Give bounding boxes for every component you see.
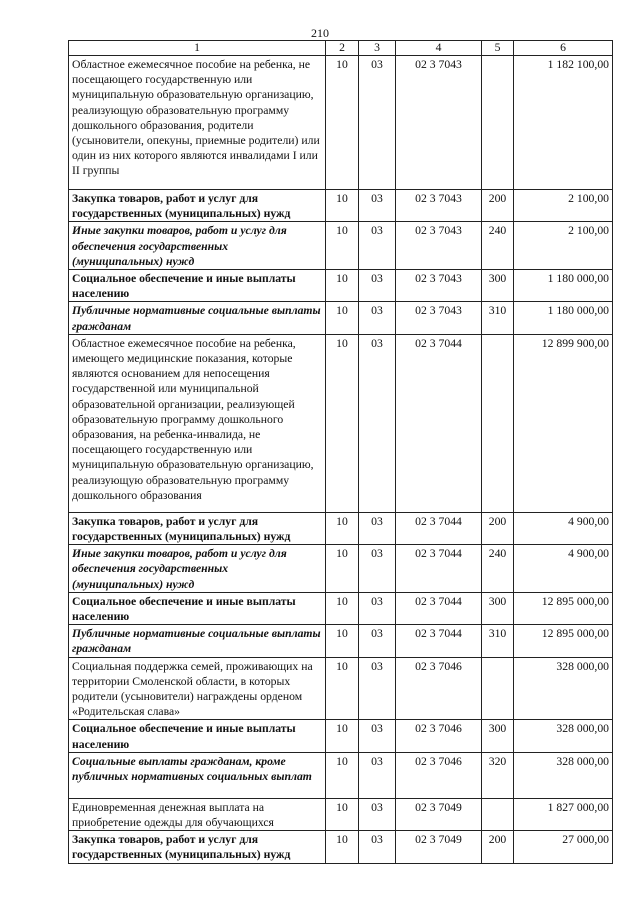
cell-amount: 12 899 900,00 (514, 334, 613, 512)
cell-section: 10 (326, 752, 359, 798)
cell-expense-type: 310 (482, 625, 514, 657)
cell-amount: 2 100,00 (514, 190, 613, 222)
table-row (69, 625, 613, 657)
cell-expense-type: 200 (482, 831, 514, 863)
cell-subsection: 03 (359, 831, 396, 863)
cell-name: Иные закупки товаров, работ и услуг для обеспечения государственных (муниципальных) нужд (69, 545, 326, 593)
cell-target-article: 02 3 7044 (396, 625, 482, 657)
cell-target-article: 02 3 7049 (396, 831, 482, 863)
cell-section: 10 (326, 625, 359, 657)
table-row (69, 720, 613, 752)
cell-section: 10 (326, 657, 359, 720)
cell-target-article: 02 3 7049 (396, 798, 482, 830)
cell-amount: 27 000,00 (514, 831, 613, 863)
header-col-1: 1 (69, 41, 326, 56)
table-row (69, 545, 613, 593)
cell-section: 10 (326, 720, 359, 752)
cell-subsection: 03 (359, 190, 396, 222)
table-body (69, 56, 613, 864)
cell-target-article: 02 3 7044 (396, 334, 482, 512)
cell-subsection: 03 (359, 512, 396, 544)
table-row (69, 512, 613, 544)
cell-amount: 1 182 100,00 (514, 56, 613, 190)
cell-name: Закупка товаров, работ и услуг для государственных (муниципальных) нужд (69, 190, 326, 222)
header-col-4: 4 (396, 41, 482, 56)
cell-subsection: 03 (359, 752, 396, 798)
cell-name: Единовременная денежная выплата на приобретение одежды для обучающихся (69, 798, 326, 830)
cell-expense-type: 200 (482, 190, 514, 222)
header-col-5: 5 (482, 41, 514, 56)
cell-subsection: 03 (359, 720, 396, 752)
cell-section: 10 (326, 56, 359, 190)
cell-expense-type (482, 798, 514, 830)
cell-amount: 328 000,00 (514, 720, 613, 752)
cell-amount: 328 000,00 (514, 657, 613, 720)
budget-table (68, 40, 613, 864)
cell-expense-type: 300 (482, 270, 514, 302)
cell-name: Иные закупки товаров, работ и услуг для обеспечения государственных (муниципальных) нужд (69, 222, 326, 270)
cell-target-article: 02 3 7046 (396, 752, 482, 798)
cell-subsection: 03 (359, 592, 396, 624)
cell-amount: 1 827 000,00 (514, 798, 613, 830)
header-col-2: 2 (326, 41, 359, 56)
cell-target-article: 02 3 7043 (396, 222, 482, 270)
cell-section: 10 (326, 592, 359, 624)
cell-expense-type (482, 56, 514, 190)
header-col-6: 6 (514, 41, 613, 56)
cell-amount: 1 180 000,00 (514, 270, 613, 302)
cell-section: 10 (326, 222, 359, 270)
cell-section: 10 (326, 545, 359, 593)
cell-amount: 2 100,00 (514, 222, 613, 270)
table-row (69, 592, 613, 624)
cell-subsection: 03 (359, 56, 396, 190)
cell-name: Социальное обеспечение и иные выплаты населению (69, 592, 326, 624)
cell-name: Социальное обеспечение и иные выплаты населению (69, 270, 326, 302)
cell-target-article: 02 3 7044 (396, 592, 482, 624)
cell-target-article: 02 3 7043 (396, 56, 482, 190)
cell-target-article: 02 3 7044 (396, 545, 482, 593)
cell-expense-type: 200 (482, 512, 514, 544)
header-col-3: 3 (359, 41, 396, 56)
table-header-row (69, 41, 613, 56)
cell-target-article: 02 3 7044 (396, 512, 482, 544)
cell-name: Областное ежемесячное пособие на ребенка, не посещающего государственную или муниципальную образовательную организацию, реализующую образовательную программу дошкольного образования, родители (усыновители, опекуны, приемные родители) или один из них которого являются инвалидами I или II группы (69, 56, 326, 190)
cell-amount: 328 000,00 (514, 752, 613, 798)
cell-expense-type: 310 (482, 302, 514, 334)
cell-name: Закупка товаров, работ и услуг для государственных (муниципальных) нужд (69, 831, 326, 863)
cell-target-article: 02 3 7043 (396, 302, 482, 334)
cell-name: Публичные нормативные социальные выплаты гражданам (69, 302, 326, 334)
table-row (69, 222, 613, 270)
cell-target-article: 02 3 7046 (396, 720, 482, 752)
cell-subsection: 03 (359, 545, 396, 593)
cell-expense-type: 240 (482, 222, 514, 270)
cell-section: 10 (326, 270, 359, 302)
cell-subsection: 03 (359, 657, 396, 720)
cell-expense-type: 300 (482, 592, 514, 624)
cell-subsection: 03 (359, 270, 396, 302)
cell-subsection: 03 (359, 334, 396, 512)
cell-name: Публичные нормативные социальные выплаты гражданам (69, 625, 326, 657)
table-row (69, 270, 613, 302)
cell-name: Закупка товаров, работ и услуг для государственных (муниципальных) нужд (69, 512, 326, 544)
cell-target-article: 02 3 7043 (396, 190, 482, 222)
cell-section: 10 (326, 334, 359, 512)
cell-name: Социальные выплаты гражданам, кроме публичных нормативных социальных выплат (69, 752, 326, 798)
cell-amount: 4 900,00 (514, 545, 613, 593)
table-row (69, 752, 613, 798)
cell-target-article: 02 3 7046 (396, 657, 482, 720)
cell-name: Социальное обеспечение и иные выплаты населению (69, 720, 326, 752)
cell-name: Социальная поддержка семей, проживающих на территории Смоленской области, в которых родители (усыновители) награждены орденом «Родительская слава» (69, 657, 326, 720)
cell-target-article: 02 3 7043 (396, 270, 482, 302)
cell-expense-type: 300 (482, 720, 514, 752)
table-row (69, 334, 613, 512)
table-row (69, 831, 613, 863)
table-row (69, 798, 613, 830)
page-number: 210 (311, 26, 329, 40)
cell-section: 10 (326, 302, 359, 334)
cell-amount: 1 180 000,00 (514, 302, 613, 334)
cell-expense-type (482, 657, 514, 720)
table-row (69, 302, 613, 334)
cell-section: 10 (326, 512, 359, 544)
cell-expense-type (482, 334, 514, 512)
table-row (69, 56, 613, 190)
table-row (69, 190, 613, 222)
table-row (69, 657, 613, 720)
cell-section: 10 (326, 798, 359, 830)
cell-section: 10 (326, 190, 359, 222)
cell-subsection: 03 (359, 222, 396, 270)
cell-expense-type: 320 (482, 752, 514, 798)
cell-subsection: 03 (359, 625, 396, 657)
cell-expense-type: 240 (482, 545, 514, 593)
cell-subsection: 03 (359, 302, 396, 334)
cell-subsection: 03 (359, 798, 396, 830)
cell-name: Областное ежемесячное пособие на ребенка, имеющего медицинские показания, которые являются основанием для непосещения государственной или муниципальной образовательной организации, реализующей образовательную программу дошкольного образования, на ребенка-инвалида, не посещающего государственную или муниципальную образовательную организацию, реализующую образовательную программу дошкольного образования (69, 334, 326, 512)
cell-amount: 4 900,00 (514, 512, 613, 544)
cell-section: 10 (326, 831, 359, 863)
cell-amount: 12 895 000,00 (514, 592, 613, 624)
cell-amount: 12 895 000,00 (514, 625, 613, 657)
